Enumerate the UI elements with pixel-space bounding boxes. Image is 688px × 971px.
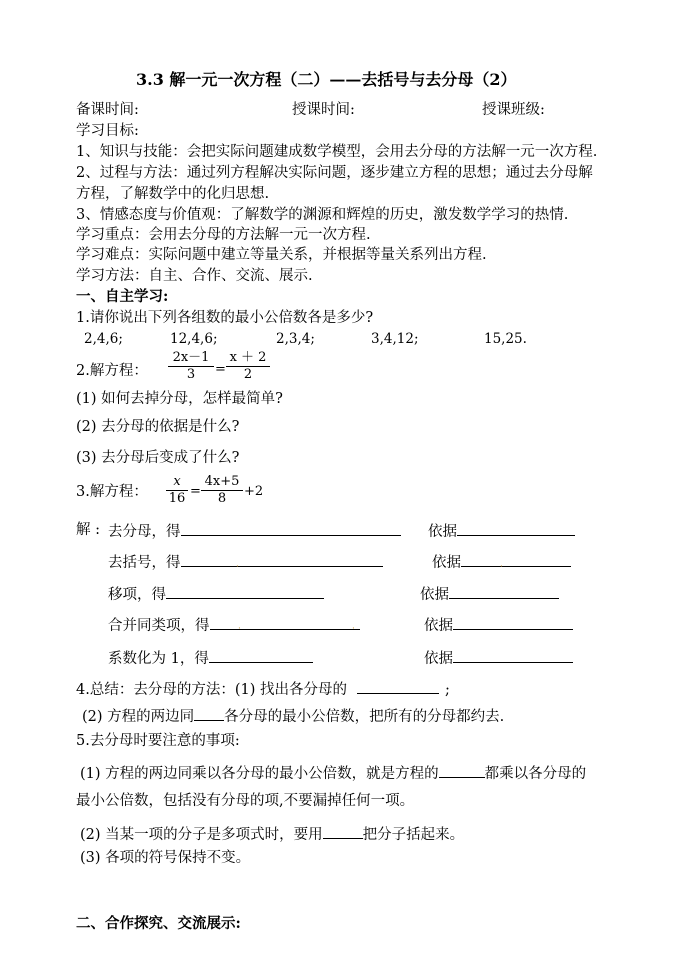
note-1-blank[interactable] (439, 762, 485, 778)
note-1 (80, 762, 586, 784)
q3-left-fraction (166, 474, 188, 507)
q1-group-4: 3,4,12; (371, 331, 419, 347)
basis-label: 依据 (428, 524, 457, 540)
basis-5 (424, 647, 573, 669)
question-1: 1.请你说出下列各组数的最小公倍数各是多少? (76, 310, 374, 326)
q3-right-numerator: 4x+5 (201, 474, 243, 491)
basis-blank[interactable] (449, 583, 559, 599)
solution-prefix: 解 : (76, 522, 100, 538)
q2-sub-2: (2) 去分母的依据是什么? (76, 419, 240, 435)
answer-blank[interactable] (209, 647, 313, 663)
q1-group-2: 12,4,6; (170, 331, 218, 347)
scan-mark: · (236, 562, 239, 572)
difficult-points: 学习难点：实际问题中建立等量关系，并根据等量关系列出方程. (76, 247, 487, 263)
goal-process-line1: 2、过程与方法：通过列方程解决实际问题，逐步建立方程的思想；通过去分母解 (76, 165, 593, 181)
scan-mark: · (500, 562, 503, 572)
q4-text: 4.总结：去分母的方法：(1) 找出各分母的 (76, 682, 347, 698)
page-title: 3.3 解一元一次方程（二）——去括号与去分母（2） (136, 70, 517, 89)
q2-sub-3: (3) 去分母后变成了什么? (76, 450, 240, 466)
q4b-post: 各分母的最小公倍数，把所有的分母都约去. (224, 709, 505, 725)
answer-blank[interactable] (166, 583, 324, 599)
answer-blank[interactable] (210, 614, 360, 630)
question-4 (76, 678, 450, 700)
key-points: 学习重点：会用去分母的方法解一元一次方程. (76, 227, 371, 243)
answer-blank[interactable] (181, 551, 383, 567)
q2-equals: = (215, 362, 226, 377)
learning-method: 学习方法：自主、合作、交流、展示. (76, 268, 313, 284)
question-4-part-2 (82, 705, 504, 727)
scan-mark: · (352, 624, 355, 634)
note-2-blank[interactable] (323, 823, 363, 839)
q1-group-5: 15,25. (484, 331, 527, 347)
section1-heading: 一、自主学习: (76, 288, 169, 305)
question-3-label: 3.解方程： (76, 484, 148, 500)
step-remove-brackets (108, 551, 383, 573)
q2-right-denominator: 2 (243, 367, 253, 382)
step-transpose (108, 583, 324, 605)
step-coefficient (108, 647, 313, 669)
answer-blank[interactable] (181, 520, 401, 536)
step-remove-brackets-label: 去括号，得 (108, 555, 181, 571)
basis-label: 依据 (420, 587, 449, 603)
q1-group-1: 2,4,6; (84, 331, 123, 347)
q4b-pre: (2) 方程的两边同 (82, 709, 195, 725)
objectives-heading: 学习目标: (76, 123, 139, 139)
q2-right-fraction (226, 350, 270, 383)
q2-left-numerator: 2x－1 (168, 350, 214, 367)
note-2-pre: (2) 当某一项的分子是多项式时，要用 (80, 827, 323, 843)
teach-class-label: 授课班级: (482, 102, 545, 118)
goal-attitude: 3、情感态度与价值观：了解数学的渊源和辉煌的历史，激发数学学习的热情. (76, 207, 569, 223)
basis-3 (420, 583, 559, 605)
q3-right-denominator: 8 (217, 491, 227, 506)
q4-blank[interactable] (357, 678, 439, 694)
q1-group-3: 2,3,4; (276, 331, 315, 347)
question-2-label: 2.解方程： (76, 363, 148, 379)
note-3: (3) 各项的符号保持不变。 (80, 850, 251, 866)
basis-label: 依据 (432, 555, 461, 571)
note-1-post: 都乘以各分母的 (484, 766, 587, 782)
step-transpose-label: 移项，得 (108, 587, 166, 603)
basis-blank[interactable] (453, 647, 573, 663)
q3-left-numerator: x (166, 474, 188, 491)
note-2-post: 把分子括起来。 (362, 827, 465, 843)
question-5: 5.去分母时要注意的事项: (76, 733, 240, 749)
section2-heading: 二、合作探究、交流展示: (76, 915, 241, 932)
note-1-pre: (1) 方程的两边同乘以各分母的最小公倍数，就是方程的 (80, 766, 439, 782)
step-remove-denominator-label: 去分母，得 (108, 524, 181, 540)
note-1-continued: 最小公倍数，包括没有分母的项,不要漏掉任何一项。 (76, 793, 415, 809)
teach-time-label: 授课时间: (292, 102, 355, 118)
basis-blank[interactable] (457, 520, 575, 536)
step-coefficient-label: 系数化为 1，得 (108, 651, 209, 667)
basis-blank[interactable] (453, 614, 573, 630)
q2-left-denominator: 3 (186, 367, 196, 382)
basis-label: 依据 (424, 651, 453, 667)
goal-process-line2: 方程，了解数学中的化归思想. (76, 186, 270, 202)
step-combine (108, 614, 360, 636)
step-combine-label: 合并同类项，得 (108, 618, 210, 634)
q4b-blank[interactable] (194, 705, 224, 721)
basis-4 (424, 614, 573, 636)
q2-right-numerator: x ＋ 2 (226, 350, 270, 367)
basis-blank[interactable] (461, 551, 571, 567)
goal-knowledge: 1、知识与技能：会把实际问题建成数学模型，会用去分母的方法解一元一次方程. (76, 144, 598, 160)
q4-end: ; (444, 682, 450, 698)
q3-tail: +2 (244, 484, 264, 499)
q3-right-fraction (201, 474, 243, 507)
note-2 (80, 823, 464, 845)
q3-left-denominator: 16 (168, 491, 186, 506)
step-remove-denominator (108, 520, 401, 542)
q2-sub-1: (1) 如何去掉分母，怎样最简单? (76, 391, 283, 407)
basis-1 (428, 520, 575, 542)
prep-time-label: 备课时间: (76, 102, 139, 118)
q3-equals: = (190, 484, 201, 499)
basis-label: 依据 (424, 618, 453, 634)
q2-left-fraction (168, 350, 214, 383)
scan-mark: · (238, 624, 241, 634)
